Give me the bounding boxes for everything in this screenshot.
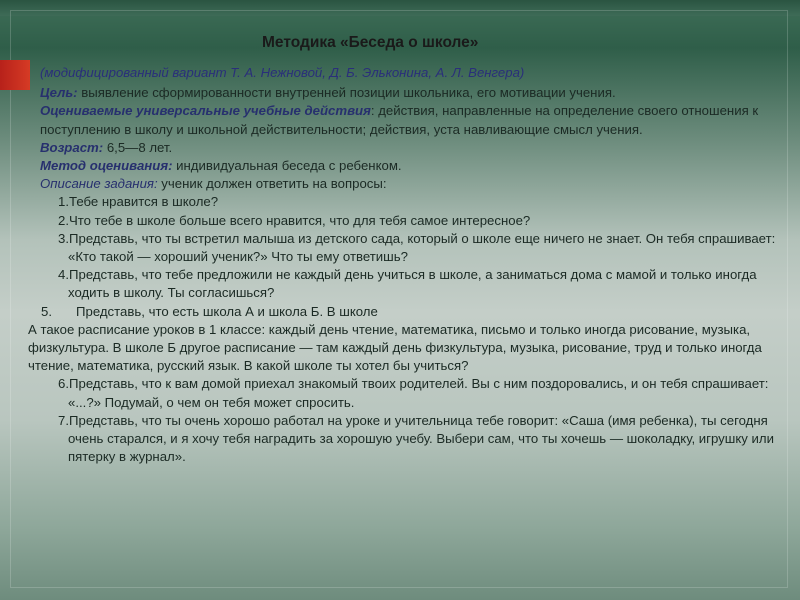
question-number: 3. xyxy=(58,230,69,246)
question-number: 5. xyxy=(41,303,52,319)
slide-content xyxy=(28,64,780,466)
task-text: ученик должен ответить на вопросы: xyxy=(157,176,387,192)
goal-label: Цель: xyxy=(40,85,78,101)
task-paragraph xyxy=(40,175,780,193)
question-number: 1. xyxy=(58,194,69,210)
question-item xyxy=(28,230,780,266)
method-label: Метод оценивания: xyxy=(40,158,173,174)
question-item xyxy=(28,266,780,302)
question-text: А такое расписание уроков в 1 классе: каждый день чтение, математика, письмо и только иногда рисование, музыка, xyxy=(28,321,751,337)
method-paragraph xyxy=(40,157,780,175)
question-text: физкультура. В школе Б другое расписание — там каждый день физкультура, музыка, рисование, труд и только иногда чтение, математика, русский язык. В какой школе ты хотел бы учиться? xyxy=(28,340,762,374)
question-text: Тебе нравится в школе? xyxy=(69,194,219,210)
question-text: Представь, что есть школа А и школа Б. В школе xyxy=(76,303,378,319)
question-item xyxy=(28,212,780,230)
question-item xyxy=(28,412,780,467)
question-item xyxy=(28,339,780,375)
question-text: Представь, что ты очень хорошо работал на уроке и учительница тебе говорит: «Саша (имя ребенка), ты сегодня очень старался, и я хочу тебя наградить за хорошую учебу. Выбери сам, что ты хочешь — шоколадку, игрушку или пятерку в журнал». xyxy=(68,412,774,465)
age-label: Возраст: xyxy=(40,139,104,155)
actions-text: : действия, направленные на определение своего отношения к поступлению в школу и школьной действительности; действия, уста навливающие смысл учения. xyxy=(40,103,759,137)
question-item xyxy=(28,303,780,321)
question-list xyxy=(28,193,780,466)
question-item xyxy=(28,321,780,339)
question-number: 7. xyxy=(58,412,69,428)
question-text: Представь, что к вам домой приехал знакомый твоих родителей. Вы с ним поздоровались, и он тебя спрашивает: «...?» Подумай, о чем он тебя может спросить. xyxy=(68,376,769,410)
question-text: Представь, что тебе предложили не каждый день учиться в школе, а заниматься дома с мамой и только иногда ходить в школу. Ты согласишься? xyxy=(68,267,757,301)
question-item xyxy=(28,193,780,211)
question-item xyxy=(28,375,780,411)
age-paragraph xyxy=(40,139,780,157)
question-number: 4. xyxy=(58,267,69,283)
goal-text: выявление сформированности внутренней позиции школьника, его мотивации учения. xyxy=(77,85,616,101)
question-number: 6. xyxy=(58,376,69,392)
actions-label: Оцениваемые универсальные учебные действия xyxy=(40,103,371,119)
method-text: индивидуальная беседа с ребенком. xyxy=(172,158,402,174)
question-number: 2. xyxy=(58,212,69,228)
question-text: Что тебе в школе больше всего нравится, что для тебя самое интересное? xyxy=(69,212,531,228)
question-text: Представь, что ты встретил малыша из детского сада, который о школе еще ничего не знает. Он тебя спрашивает: «Кто такой — хороший ученик?» Что ты ему ответишь? xyxy=(68,230,776,265)
page-title: Методика «Беседа о школе» xyxy=(262,34,479,51)
goal-paragraph xyxy=(40,84,780,102)
age-text: 6,5—8 лет. xyxy=(103,139,173,155)
red-accent-bar xyxy=(0,60,30,90)
subtitle: (модифицированный вариант Т. А. Нежновой, Д. Б. Эльконина, А. Л. Венгера) xyxy=(40,65,525,80)
actions-paragraph xyxy=(40,102,780,138)
task-label: Описание задания: xyxy=(40,176,158,192)
